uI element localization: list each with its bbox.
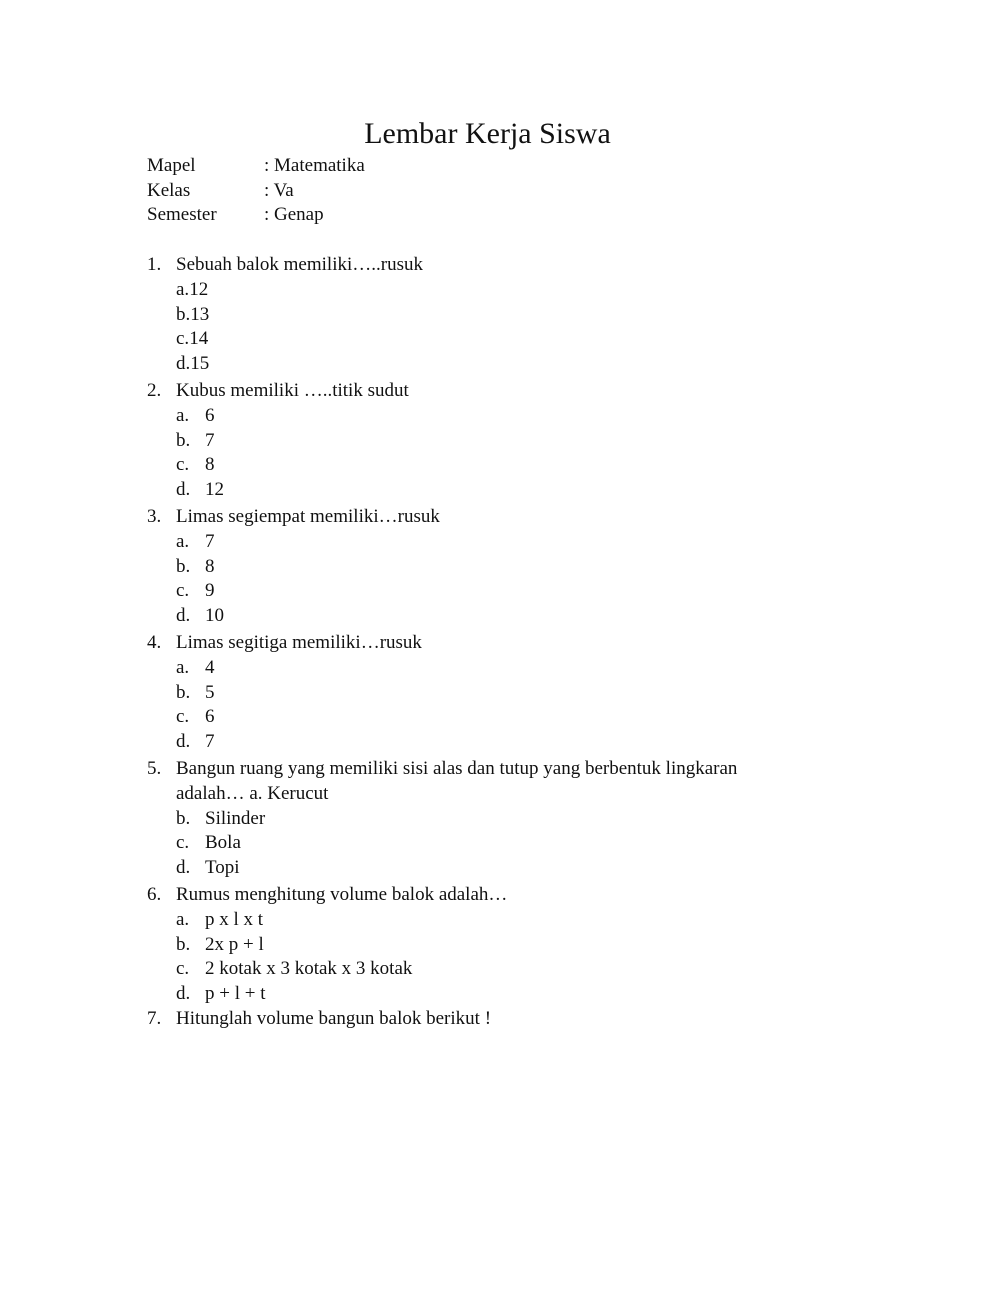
question-number: 5. — [147, 757, 162, 779]
meta-label: Mapel — [147, 155, 196, 176]
meta-label: Kelas — [147, 179, 191, 201]
option-d: d. 10 — [176, 605, 224, 627]
question-text: Bangun ruang yang memiliki sisi alas dan tutup yang berbentuk lingkaran — [176, 757, 738, 779]
option-c: c. 9 — [176, 580, 215, 602]
question-6 — [147, 883, 847, 1007]
option-d: d. p + l + t — [176, 983, 266, 1005]
option-d: d.15 — [176, 353, 210, 375]
option-d: d. Topi — [176, 857, 240, 879]
question-number: 6. — [147, 883, 162, 905]
question-list — [147, 253, 847, 1032]
question-number: 2. — [147, 379, 162, 401]
option-a: a.12 — [176, 278, 209, 300]
option-c: c. 2 kotak x 3 kotak x 3 kotak — [176, 958, 413, 980]
meta-value: : Genap — [264, 204, 324, 225]
question-number: 4. — [147, 631, 162, 653]
option-d: d. 12 — [176, 479, 224, 501]
question-4 — [147, 631, 847, 755]
question-2 — [147, 379, 847, 503]
question-number: 1. — [147, 254, 162, 275]
option-b: b. 5 — [176, 681, 215, 703]
option-b: b. 2x p + l — [176, 933, 264, 955]
question-text: Rumus menghitung volume balok adalah… — [176, 883, 508, 905]
meta-row-mapel — [147, 154, 365, 179]
option-b: b. Silinder — [176, 807, 266, 829]
question-text: Limas segitiga memiliki…rusuk — [176, 631, 422, 653]
option-b: b. 8 — [176, 555, 215, 577]
question-3 — [147, 505, 847, 629]
option-a: a. 4 — [176, 656, 215, 678]
question-number: 7. — [147, 1007, 162, 1029]
question-text: Hitunglah volume bangun balok berikut ! — [176, 1007, 492, 1029]
option-b: b. 7 — [176, 429, 215, 451]
option-c: c. Bola — [176, 832, 241, 854]
meta-value: : Matematika — [264, 155, 365, 176]
question-text: Sebuah balok memiliki…..rusuk — [176, 254, 423, 275]
question-text: Kubus memiliki …..titik sudut — [176, 379, 409, 401]
meta-value: : Va — [264, 179, 294, 201]
meta-label: Semester — [147, 204, 217, 225]
option-c: c.14 — [176, 328, 209, 350]
option-c: c. 8 — [176, 454, 215, 476]
question-text-continued: adalah… a. Kerucut — [176, 782, 329, 804]
meta-row-semester — [147, 203, 365, 228]
page-title: Lembar Kerja Siswa — [364, 117, 611, 150]
option-a: a. 6 — [176, 404, 215, 426]
question-text: Limas segiempat memiliki…rusuk — [176, 505, 440, 527]
option-b: b.13 — [176, 303, 210, 325]
option-a: a. 7 — [176, 530, 215, 552]
meta-row-kelas — [147, 179, 365, 204]
option-a: a. p x l x t — [176, 908, 264, 930]
question-7 — [147, 1007, 847, 1032]
question-number: 3. — [147, 505, 162, 527]
option-c: c. 6 — [176, 706, 215, 728]
option-d: d. 7 — [176, 731, 215, 753]
question-1 — [147, 253, 847, 377]
worksheet-meta — [147, 154, 365, 228]
question-5 — [147, 757, 847, 881]
